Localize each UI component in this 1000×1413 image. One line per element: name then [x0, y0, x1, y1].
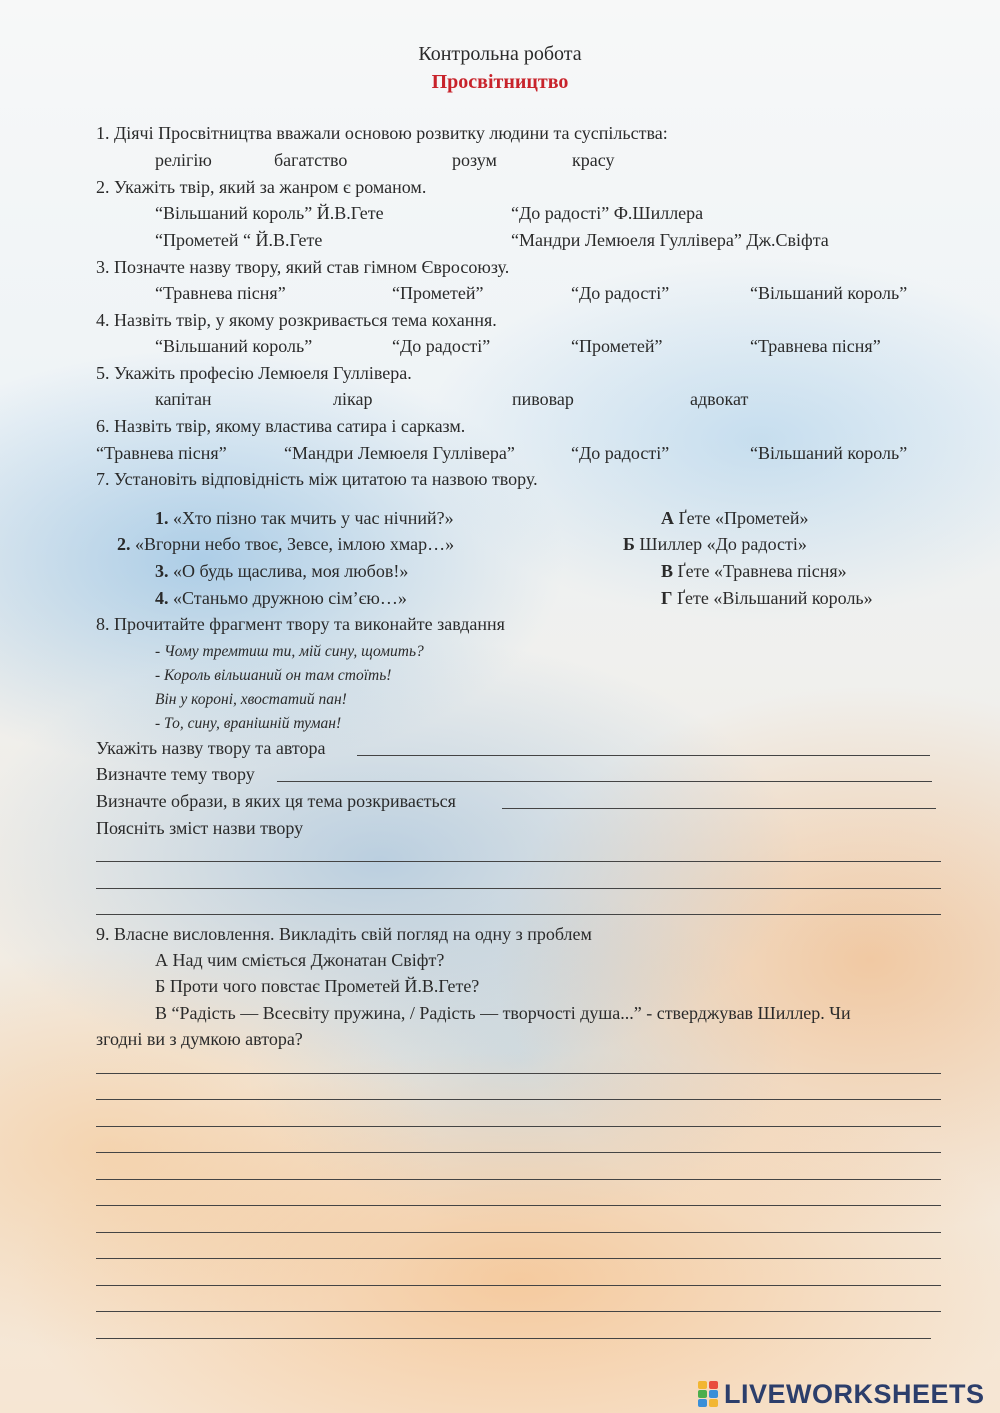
answer-line[interactable] — [502, 808, 936, 809]
question-9: 9. Власне висловлення. Викладіть свій погляд на одну з проблем — [96, 924, 592, 944]
question-7: 7. Установіть відповідність між цитатою та назвою твору. — [96, 469, 538, 489]
answer-line[interactable] — [96, 1126, 941, 1127]
q2-option[interactable]: “До радості” Ф.Шиллера — [511, 203, 704, 223]
q7-quote-text: «Вгорни небо твоє, Зевсе, імлою хмар…» — [135, 534, 455, 554]
answer-line[interactable] — [96, 1099, 941, 1100]
q6-option[interactable]: “Мандри Лемюеля Гуллівера” — [284, 443, 515, 463]
liveworksheets-logo — [698, 1378, 985, 1410]
q3-option[interactable]: “Травнева пісня” — [155, 283, 286, 303]
q7-answer-text: Ґете «Вільшаний король» — [676, 588, 873, 608]
q3-option[interactable]: “Прометей” — [392, 283, 484, 303]
q7-quote-number: 4. — [155, 588, 169, 608]
q7-quote-row — [155, 560, 408, 582]
q7-answer-letter: Б — [623, 534, 635, 554]
q1-option[interactable]: багатство — [274, 150, 348, 170]
q1-option[interactable]: розум — [452, 150, 497, 170]
q4-option[interactable]: “Травнева пісня” — [750, 336, 881, 356]
q7-quote-row — [155, 507, 454, 529]
poem-line: - То, сину, вранішній туман! — [155, 715, 342, 732]
q9-option-b: Б Проти чого повстає Прометей Й.В.Гете? — [155, 976, 480, 996]
q7-answer-letter: А — [661, 508, 674, 528]
q9-option-a: А Над чим сміється Джонатан Свіфт? — [155, 950, 445, 970]
q7-quote-number: 2. — [117, 534, 131, 554]
question-1: 1. Діячі Просвітництва вважали основою розвитку людини та суспільства: — [96, 123, 668, 143]
q7-quote-text: «О будь щаслива, моя любов!» — [173, 561, 409, 581]
q1-option[interactable]: красу — [572, 150, 615, 170]
q7-answer-row[interactable] — [623, 533, 807, 555]
q4-option[interactable]: “Вільшаний король” — [155, 336, 313, 356]
poem-line: Він у короні, хвостатий пан! — [155, 691, 347, 708]
poem-line: - Чому тремтиш ти, мій сину, щомить? — [155, 643, 424, 660]
question-4: 4. Назвіть твір, у якому розкривається тема кохання. — [96, 310, 497, 330]
q8-prompt-images: Визначте образи, в яких ця тема розкривається — [96, 791, 456, 811]
answer-line[interactable] — [96, 914, 941, 915]
q7-answer-letter: В — [661, 561, 674, 581]
q1-option[interactable]: релігію — [155, 150, 212, 170]
q8-prompt-title-author: Укажіть назву твору та автора — [96, 738, 326, 758]
answer-line[interactable] — [96, 1232, 941, 1233]
q7-answer-row[interactable] — [661, 507, 808, 529]
question-5: 5. Укажіть професію Лемюеля Гуллівера. — [96, 363, 412, 383]
answer-line[interactable] — [96, 1205, 941, 1206]
answer-line[interactable] — [96, 888, 941, 889]
question-6: 6. Назвіть твір, якому властива сатира і сарказм. — [96, 416, 466, 436]
answer-line[interactable] — [96, 1311, 941, 1312]
q3-option[interactable]: “Вільшаний король” — [750, 283, 908, 303]
q7-answer-text: Ґете «Травнева пісня» — [677, 561, 847, 581]
q3-option[interactable]: “До радості” — [571, 283, 670, 303]
q4-option[interactable]: “До радості” — [392, 336, 491, 356]
answer-line[interactable] — [96, 1338, 931, 1339]
q6-option[interactable]: “До радості” — [571, 443, 670, 463]
q5-option[interactable]: пивовар — [512, 389, 574, 409]
q7-answer-letter: Г — [661, 588, 673, 608]
answer-line[interactable] — [96, 1179, 941, 1180]
answer-line[interactable] — [96, 1152, 941, 1153]
answer-line[interactable] — [96, 1285, 941, 1286]
liveworksheets-wordmark: LIVEWORKSHEETS — [724, 1378, 985, 1409]
q7-quote-number: 1. — [155, 508, 169, 528]
q2-option[interactable]: “Мандри Лемюеля Гуллівера” Дж.Свіфта — [511, 230, 829, 250]
q9-option-c-continued: згодні ви з думкою автора? — [96, 1029, 303, 1049]
q4-option[interactable]: “Прометей” — [571, 336, 663, 356]
question-8: 8. Прочитайте фрагмент твору та виконайте завдання — [96, 614, 505, 634]
q7-answer-row[interactable] — [661, 587, 873, 609]
q7-answer-text: Ґете «Прометей» — [678, 508, 809, 528]
q8-prompt-title-meaning: Поясніть зміст назви твору — [96, 818, 304, 838]
q7-quote-number: 3. — [155, 561, 169, 581]
answer-line[interactable] — [357, 755, 930, 756]
q6-option[interactable]: “Вільшаний король” — [750, 443, 908, 463]
q7-quote-row — [155, 587, 407, 609]
answer-line[interactable] — [96, 1073, 941, 1074]
q5-option[interactable]: лікар — [333, 389, 373, 409]
q6-option[interactable]: “Травнева пісня” — [96, 443, 227, 463]
poem-line: - Король вільшаний он там стоїть! — [155, 667, 392, 684]
q2-option[interactable]: “Вільшаний король” Й.В.Гете — [155, 203, 384, 223]
q9-option-c: В “Радість — Всесвіту пружина, / Радість — творчості душа...” - стверджував Шиллер. Чи — [155, 1003, 851, 1023]
q7-answer-row[interactable] — [661, 560, 847, 582]
worksheet-subtitle: Просвітництво — [431, 71, 569, 93]
worksheet-title: Контрольна робота — [418, 43, 582, 65]
q7-quote-text: «Станьмо дружною сім’єю…» — [173, 588, 407, 608]
answer-line[interactable] — [96, 1258, 941, 1259]
answer-line[interactable] — [277, 781, 932, 782]
question-3: 3. Позначте назву твору, який став гімном Євросоюзу. — [96, 257, 510, 277]
q7-quote-text: «Хто пізно так мчить у час нічний?» — [173, 508, 454, 528]
q7-answer-text: Шиллер «До радості» — [639, 534, 807, 554]
q2-option[interactable]: “Прометей “ Й.В.Гете — [155, 230, 323, 250]
q7-quote-row — [117, 533, 454, 555]
question-2: 2. Укажіть твір, який за жанром є романом. — [96, 177, 427, 197]
q5-option[interactable]: капітан — [155, 389, 212, 409]
answer-line[interactable] — [96, 861, 941, 862]
q8-prompt-theme: Визначте тему твору — [96, 764, 255, 784]
liveworksheets-logo-icon — [698, 1381, 720, 1407]
q5-option[interactable]: адвокат — [690, 389, 749, 409]
